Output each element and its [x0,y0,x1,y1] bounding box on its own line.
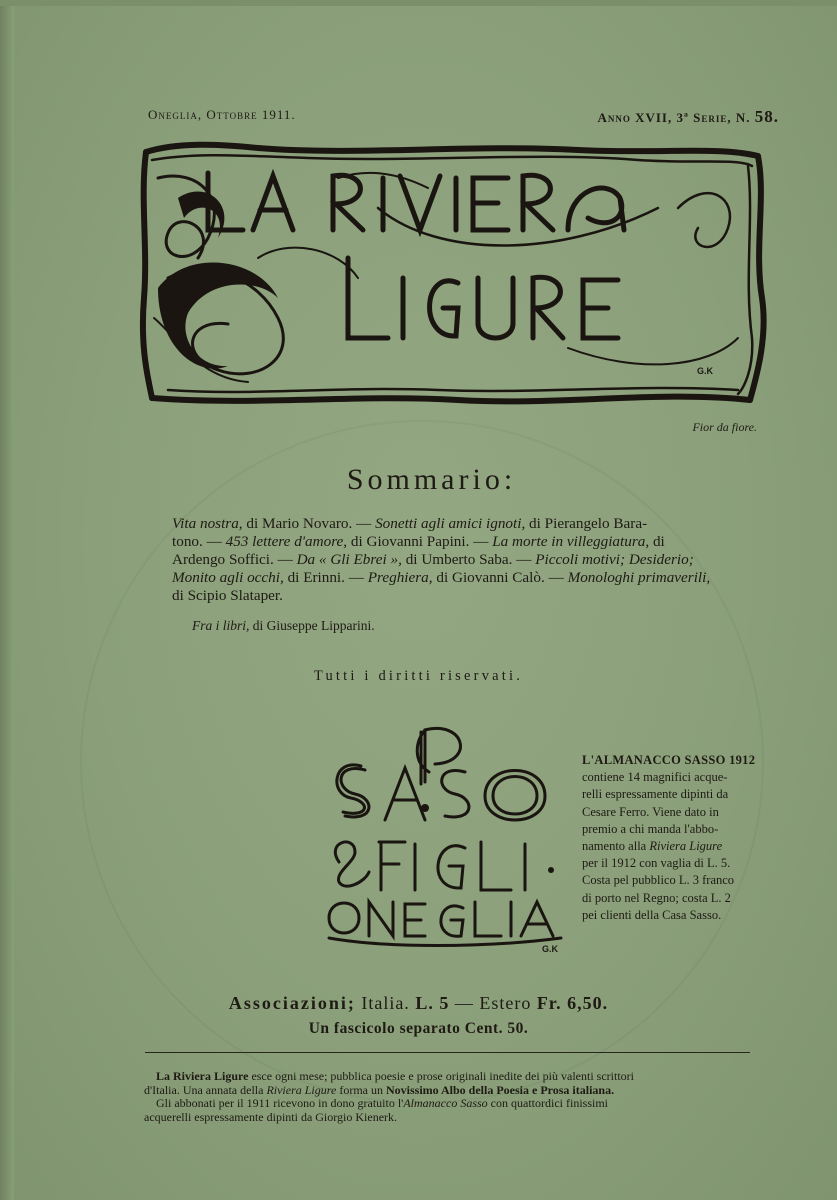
sasso-logo [325,722,565,954]
single-issue-price: Un fascicolo separato Cent. 50. [308,1020,529,1037]
almanac-line: namento alla Riviera Ligure [582,839,723,854]
toc-title: La morte in villeggiatura, [492,533,650,550]
paper-edge-top [0,0,837,6]
footer-line: La Riviera Ligure esce ogni mese; pubblica poesie e prose originali inedite dei più valenti scrittori [156,1069,634,1083]
issue-number: 58. [754,107,779,126]
toc-author: di Pierangelo Bara- [525,515,648,532]
place-date: Oneglia, Ottobre 1911. [148,107,296,122]
toc-title: Preghiera, [367,569,433,586]
subscription-label: Associazioni; [228,993,356,1013]
toc-title: Da « Gli Ebrei », [296,551,402,568]
footer-line: Gli abbonati per il 1911 ricevono in dono gratuito l'Almanacco Sasso con quattordici finissimi [156,1096,608,1110]
footer-line: d'Italia. Una annata della Riviera Ligure forma un Novissimo Albo della Poesia e Prosa italiana. [144,1082,615,1097]
almanac-line: di porto nel Regno; costa L. 2 [582,890,731,905]
toc-title: Monito agli occhi, [172,569,284,586]
masthead-caption: Fior da fiore. [692,420,757,434]
italia-label: Italia. [361,993,410,1013]
subscription-prices [0,993,837,1014]
almanac-notice [582,752,764,924]
estero-label: Estero [479,993,532,1013]
toc-author: tono. — [172,533,226,550]
toc-line [172,587,756,605]
issue-info [597,107,779,127]
toc-line [172,569,756,587]
books-author: di Giuseppe Lipparini. [249,618,375,633]
masthead-logo [138,138,770,410]
almanac-line: pei clienti della Casa Sasso. [582,907,722,922]
books-title: Fra i libri, [192,618,250,633]
books-section [192,618,375,634]
toc-title: Piccoli motivi; Desiderio; [535,551,694,568]
almanac-line: premio a chi manda l'abbo- [582,821,719,836]
almanac-line: Cesare Ferro. Viene dato in [582,804,719,819]
toc-author: di Mario Novaro. — [242,515,376,532]
almanac-line: relli espressamente dipinti da [582,787,729,802]
toc-line [172,533,756,551]
toc-author: di Giovanni Calò. — [432,569,568,586]
toc-title: Monologhi primaverili, [567,569,711,586]
divider [145,1052,750,1053]
toc-title: Sonetti agli amici ignoti, [375,515,526,532]
toc-author: di Umberto Saba. — [401,551,536,568]
logo-illustrator-signature: G.K [542,944,559,954]
toc-line [172,551,756,569]
sommario-heading: Sommario: [346,463,517,496]
toc-title: 453 lettere d'amore, [225,533,348,550]
rights-notice: Tutti i diritti riservati. [313,668,524,684]
almanac-title: L'ALMANACCO SASSO 1912 [582,753,756,767]
toc-author: di Erinni. — [283,569,368,586]
italia-price: L. 5 [415,993,450,1013]
separator: — [454,993,474,1013]
almanac-line: per il 1912 con vaglia di L. 5. [582,856,731,871]
illustrator-signature: G.K [697,366,714,376]
almanac-line: contiene 14 magnifici acque- [582,770,728,785]
footer-notice [144,1070,756,1124]
almanac-line: Costa pel pubblico L. 3 franco [582,873,735,888]
toc-title: Vita nostra, [172,515,243,532]
toc-author: Ardengo Soffici. — [172,551,297,568]
footer-line: acquerelli espressamente dipinti da Giorgio Kienerk. [144,1109,398,1124]
table-of-contents [172,515,756,605]
almanac-journal-name: Riviera Ligure [649,839,723,854]
toc-author: di Giovanni Papini. — [347,533,493,550]
estero-price: Fr. 6,50. [536,993,609,1013]
toc-line [172,515,756,533]
toc-author: di Scipio Slataper. [172,587,283,604]
toc-author: di [649,533,665,550]
issue-prefix: Anno XVII, 3ª Serie, N. [597,110,751,125]
